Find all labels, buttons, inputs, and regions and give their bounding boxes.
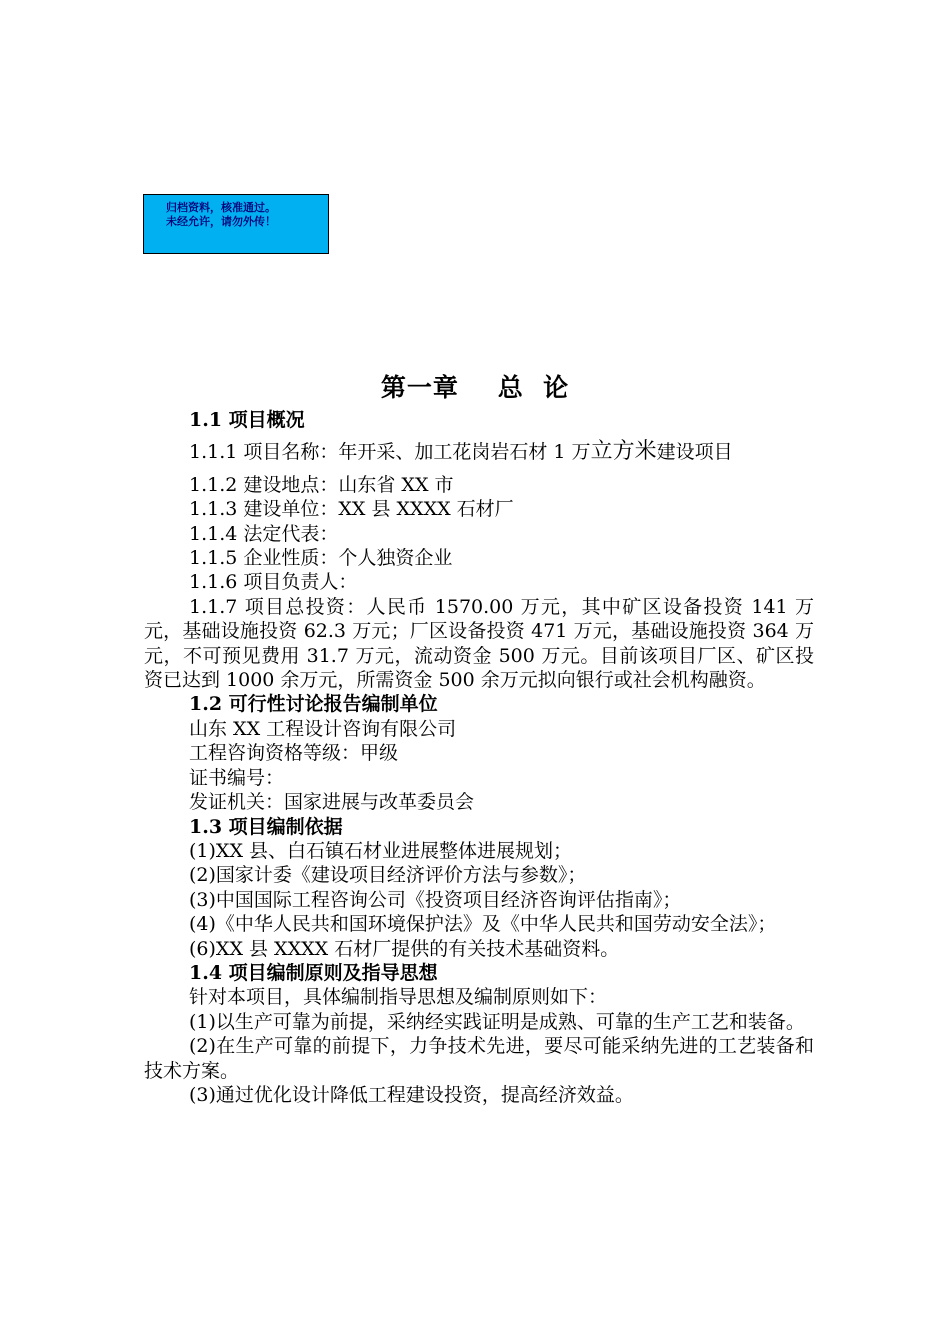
compiler-company: 山东 XX 工程设计咨询有限公司	[189, 717, 457, 740]
project-name-prefix: 1.1.1 项目名称：年开采、加工花岗岩石材 1 万	[189, 441, 591, 464]
basis-item: (1)XX 县、白石镇石材业进展整体进展规划；	[189, 839, 573, 862]
archive-stamp	[143, 194, 329, 254]
project-name-unit: 立方米	[590, 439, 657, 465]
basis-item: (3)中国国际工程咨询公司《投资项目经济咨询评估指南》；	[189, 888, 682, 911]
principle-item: (1)以生产可靠为前提，采纳经实践证明是成熟、可靠的生产工艺和装备。	[189, 1010, 805, 1033]
enterprise-type: 1.1.5 企业性质：个人独资企业	[189, 547, 453, 570]
total-investment: 1.1.7 项目总投资：人民币 1570.00 万元，其中矿区设备投资 141 万元，基础设施投资 62.3 万元；厂区设备投资 471 万元，基础设施投资 364 万元，不可预见费用 31.7 万元，流动资金 500 万元。目前该项目厂区、矿区投资已达到 1000 余万元，所需资金 500 余万元拟向银行或社会机构融资。	[144, 595, 814, 692]
basis-item: (2)国家计委《建设项目经济评价方法与参数》；	[189, 864, 587, 887]
stamp-line-1: 归档资料，核准通过。	[166, 201, 276, 214]
project-location: 1.1.2 建设地点：山东省 XX 市	[189, 473, 454, 496]
section-heading-1-3: 1.3 项目编制依据	[189, 815, 343, 838]
project-name-line	[144, 440, 814, 464]
project-builder: 1.1.3 建设单位：XX 县 XXXX 石材厂	[189, 498, 514, 521]
section-heading-1-1: 1.1 项目概况	[189, 409, 305, 431]
document-body	[144, 408, 814, 1107]
basis-item: (4)《中华人民共和国环境保护法》及《中华人民共和国劳动安全法》；	[189, 913, 777, 936]
legal-representative: 1.1.4 法定代表：	[189, 522, 339, 545]
project-leader: 1.1.6 项目负责人：	[189, 571, 358, 594]
principle-intro: 针对本项目，具体编制指导思想及编制原则如下：	[189, 986, 608, 1009]
stamp-line-2: 未经允许，请勿外传！	[166, 215, 276, 228]
basis-item: (6)XX 县 XXXX 石材厂提供的有关技术基础资料。	[189, 937, 620, 960]
principle-item: (3)通过优化设计降低工程建设投资，提高经济效益。	[189, 1083, 634, 1106]
project-name-suffix: 建设项目	[656, 441, 733, 464]
section-heading-1-4: 1.4 项目编制原则及指导思想	[189, 961, 438, 984]
issuing-authority: 发证机关：国家进展与改革委员会	[189, 791, 475, 814]
section-heading-1-2: 1.2 可行性讨论报告编制单位	[189, 693, 438, 716]
chapter-title: 第一章 总 论	[380, 373, 570, 402]
principle-item: (2)在生产可靠的前提下，力争技术先进，要尽可能采纳先进的工艺装备和技术方案。	[144, 1035, 814, 1082]
certificate-number: 证书编号：	[189, 766, 285, 789]
qualification-grade: 工程咨询资格等级：甲级	[189, 742, 399, 765]
